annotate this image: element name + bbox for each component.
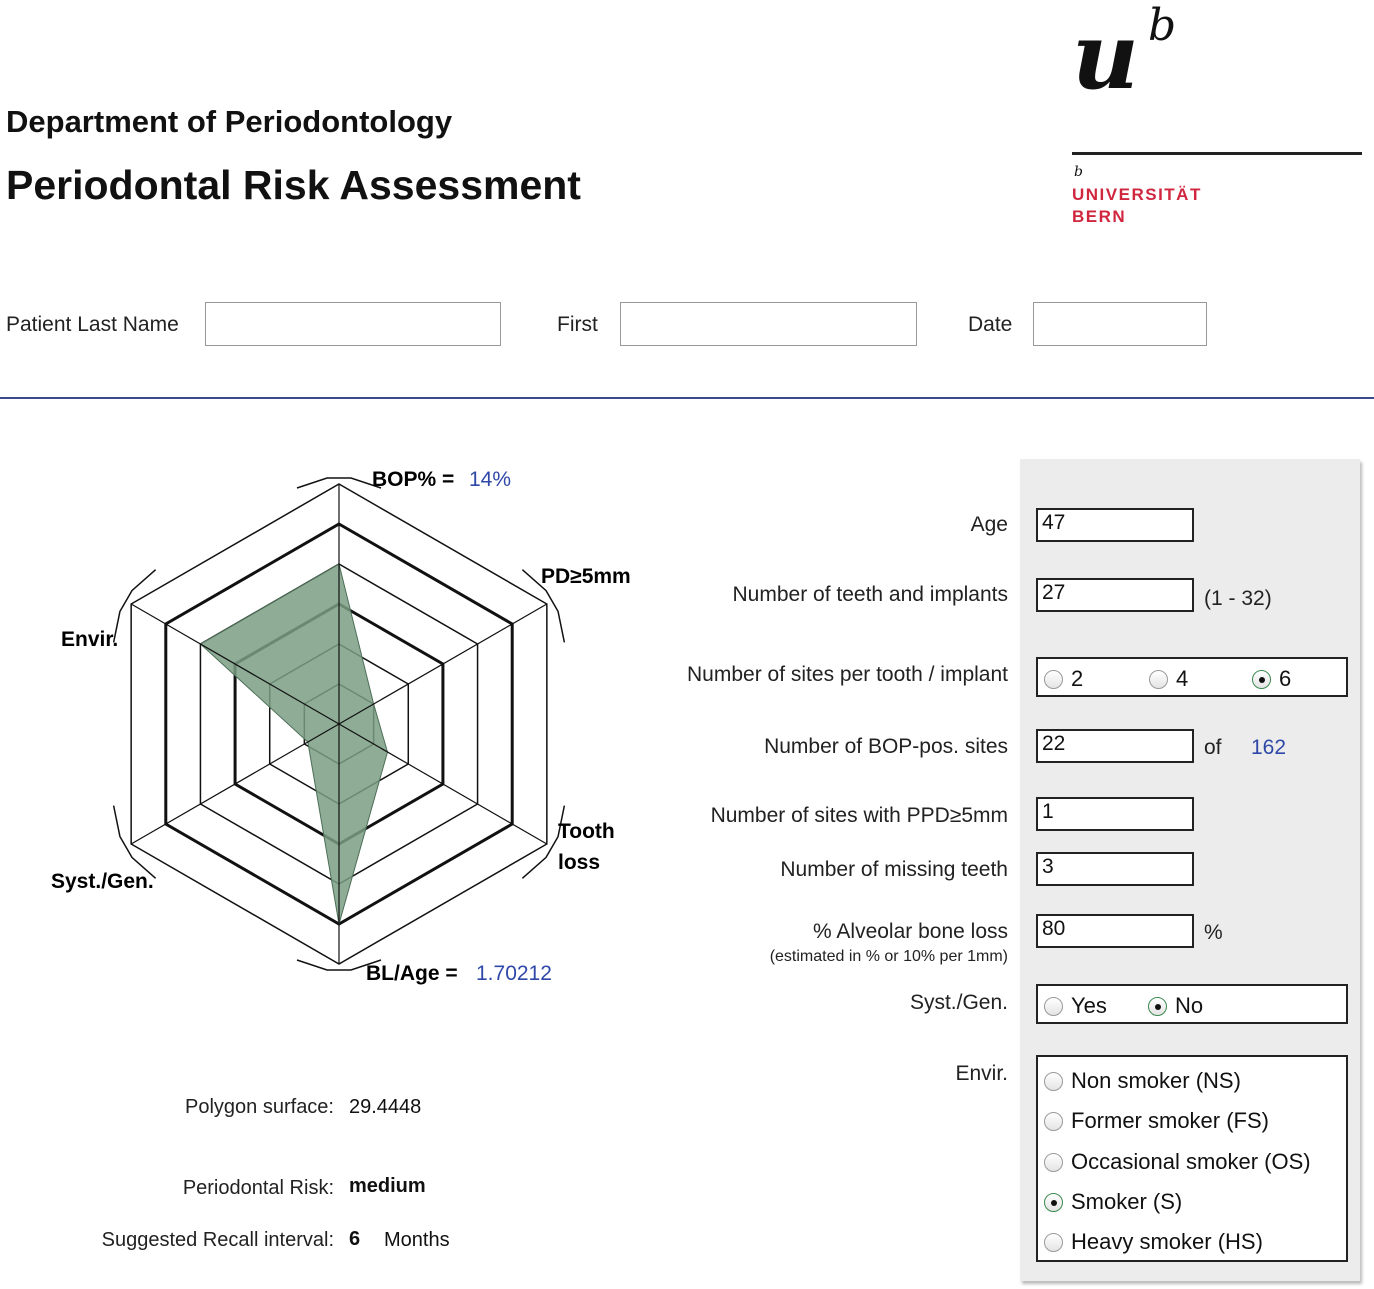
sites-option-4[interactable] [1149, 665, 1188, 692]
logo-university-text [1072, 184, 1202, 228]
envir-option-os[interactable] [1044, 1148, 1311, 1175]
sites-option-label: 2 [1071, 666, 1084, 692]
axis-label-envir: Envir. [61, 628, 119, 651]
missing-teeth-input[interactable]: 3 [1036, 852, 1194, 886]
envir-option-label: Smoker (S) [1071, 1189, 1183, 1215]
last-name-input[interactable] [205, 302, 501, 346]
sites-option-2[interactable] [1044, 665, 1083, 692]
first-name-input[interactable] [620, 302, 917, 346]
envir-radio-group [1036, 1055, 1348, 1262]
page-title: Periodontal Risk Assessment [6, 162, 581, 208]
bop-of: of [1204, 736, 1222, 759]
axis-label-pd: PD≥5mm [541, 565, 631, 588]
sites-option-6[interactable] [1252, 665, 1291, 692]
envir-option-label: Heavy smoker (HS) [1071, 1229, 1263, 1255]
teeth-input[interactable]: 27 [1036, 578, 1194, 612]
missing-teeth-label: Number of missing teeth [780, 858, 1008, 881]
recall-interval-value: 6 [349, 1228, 361, 1250]
radar-spokes [131, 484, 547, 964]
bone-loss-sublabel: (estimated in % or 10% per 1mm) [769, 948, 1008, 965]
envir-label: Envir. [955, 1062, 1008, 1085]
radio-icon[interactable] [1044, 997, 1063, 1016]
sites-label: Number of sites per tooth / implant [687, 663, 1008, 686]
bop-total: 162 [1251, 736, 1287, 759]
sites-option-label: 6 [1279, 666, 1292, 692]
header-divider [0, 397, 1374, 399]
date-input[interactable] [1033, 302, 1207, 346]
risk-polygon [200, 564, 387, 924]
syst-gen-label: Syst./Gen. [909, 991, 1008, 1014]
axis-value-bop: 14% [469, 468, 512, 491]
envir-option-hs[interactable] [1044, 1228, 1263, 1255]
radio-selected-icon[interactable] [1044, 1193, 1063, 1212]
radio-icon[interactable] [1149, 670, 1168, 689]
risk-radar-chart [0, 440, 700, 1020]
radio-icon[interactable] [1044, 1233, 1063, 1252]
first-name-label: First [557, 313, 598, 336]
teeth-label: Number of teeth and implants [732, 583, 1008, 606]
logo-b: b [1148, 0, 1177, 51]
recall-interval-unit: Months [384, 1229, 450, 1251]
radio-selected-icon[interactable] [1252, 670, 1271, 689]
axis-label-tooth-loss-line1: Tooth [558, 820, 615, 843]
logo-university-line1: UNIVERSITÄT [1072, 185, 1202, 204]
radio-icon[interactable] [1044, 670, 1063, 689]
polygon-surface-label: Polygon surface: [185, 1096, 334, 1118]
age-input[interactable]: 47 [1036, 508, 1194, 542]
polygon-surface-value: 29.4448 [349, 1096, 422, 1118]
department-name: Department of Periodontology [6, 104, 453, 139]
logo-small-b: b [1074, 164, 1083, 180]
radio-selected-icon[interactable] [1148, 997, 1167, 1016]
bop-input[interactable]: 22 [1036, 729, 1194, 763]
sites-option-label: 4 [1176, 666, 1189, 692]
syst-gen-radio-group [1036, 984, 1348, 1024]
ppd-label: Number of sites with PPD≥5mm [710, 804, 1008, 827]
syst-gen-option-no[interactable] [1148, 992, 1203, 1019]
axis-label-bl-age: BL/Age = [366, 962, 458, 985]
sites-radio-group [1036, 657, 1348, 697]
bone-loss-unit: % [1204, 921, 1223, 944]
bone-loss-label: % Alveolar bone loss [813, 920, 1008, 943]
syst-gen-option-label: No [1175, 993, 1204, 1019]
envir-option-ns[interactable] [1044, 1067, 1241, 1094]
axis-value-bl-age: 1.70212 [476, 962, 552, 985]
axis-label-bop: BOP% = [372, 468, 455, 491]
recall-interval-label: Suggested Recall interval: [101, 1229, 334, 1251]
age-label: Age [970, 513, 1008, 536]
axis-label-tooth-loss [558, 820, 621, 874]
axis-label-tooth-loss-line2: loss [558, 851, 601, 874]
radio-icon[interactable] [1044, 1112, 1063, 1131]
logo-divider [1072, 152, 1362, 155]
last-name-label: Patient Last Name [6, 313, 179, 336]
bop-label: Number of BOP-pos. sites [764, 735, 1008, 758]
ppd-input[interactable]: 1 [1036, 797, 1194, 831]
envir-option-label: Former smoker (FS) [1071, 1108, 1269, 1134]
logo-u: u [1072, 2, 1139, 110]
syst-gen-option-label: Yes [1071, 993, 1107, 1019]
periodontal-risk-value: medium [349, 1175, 426, 1197]
syst-gen-option-yes[interactable] [1044, 992, 1107, 1019]
teeth-range: (1 - 32) [1204, 587, 1272, 610]
envir-option-fs[interactable] [1044, 1107, 1269, 1134]
radio-icon[interactable] [1044, 1072, 1063, 1091]
date-label: Date [968, 313, 1013, 336]
envir-option-s[interactable] [1044, 1188, 1182, 1215]
radio-icon[interactable] [1044, 1153, 1063, 1172]
axis-label-syst-gen: Syst./Gen. [51, 870, 154, 893]
logo-university-line2: BERN [1072, 207, 1127, 226]
bone-loss-input[interactable]: 80 [1036, 914, 1194, 948]
periodontal-risk-label: Periodontal Risk: [182, 1177, 334, 1199]
envir-option-label: Occasional smoker (OS) [1071, 1149, 1311, 1175]
envir-option-label: Non smoker (NS) [1071, 1068, 1241, 1094]
